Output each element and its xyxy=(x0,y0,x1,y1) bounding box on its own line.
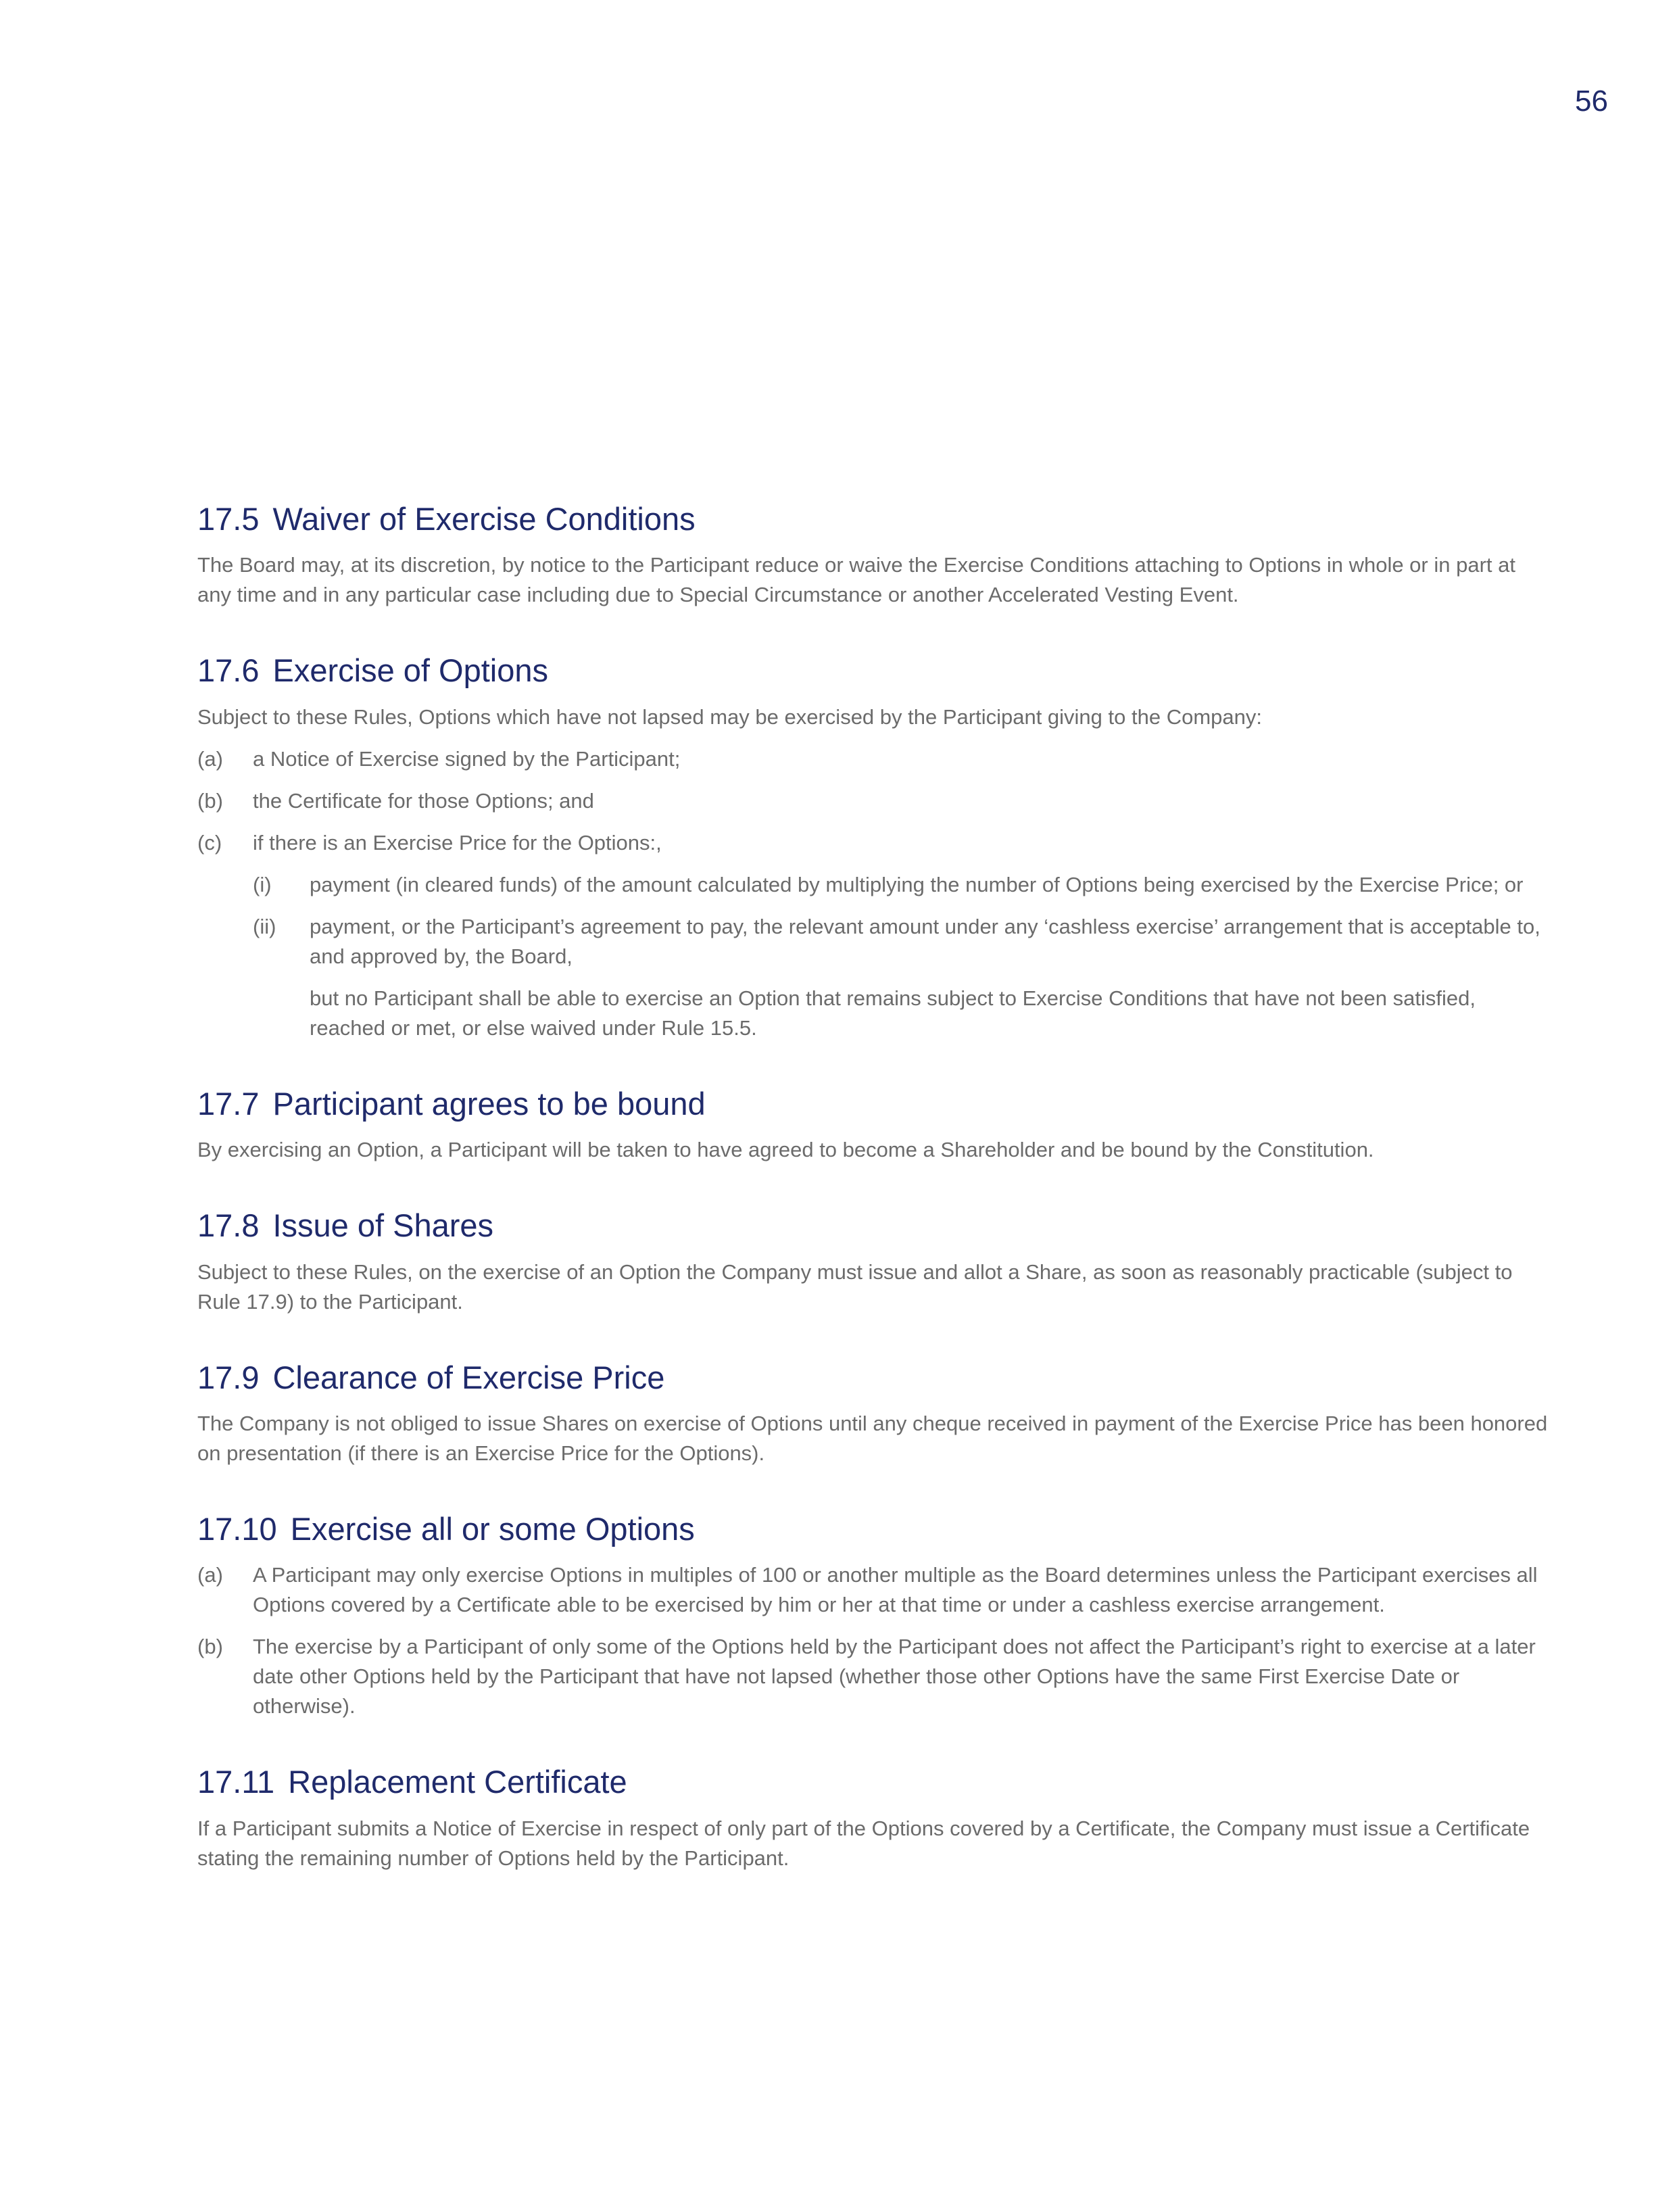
clause-label: (c) xyxy=(197,830,222,855)
section-paragraph: By exercising an Option, a Participant will be taken to have agreed to become a Shareholder and be bound by the Constitution. xyxy=(197,1138,1374,1162)
section-heading xyxy=(197,500,1549,538)
section-paragraph: The Company is not obliged to issue Shares on exercise of Options until any cheque received in payment of the Exercise Price has been honored on presentation (if there is an Exercise Price for the Options). xyxy=(197,1411,1548,1465)
section-heading xyxy=(197,1085,1549,1123)
section-17-5 xyxy=(197,500,1549,610)
clause-text: if there is an Exercise Price for the Options:, xyxy=(253,830,662,855)
section-paragraph: If a Participant submits a Notice of Exercise in respect of only part of the Options covered by a Certificate, the Company must issue a Certificate stating the remaining number of Options held by the Participant. xyxy=(197,1816,1530,1870)
section-number: 17.7 xyxy=(197,1085,260,1122)
section-17-9 xyxy=(197,1359,1549,1468)
subclause-text: payment (in cleared funds) of the amount calculated by multiplying the number of Options being exercised by the Exercise Price; or xyxy=(310,872,1524,896)
section-title: Issue of Shares xyxy=(272,1207,494,1244)
section-17-8 xyxy=(197,1207,1549,1316)
clause-text: The exercise by a Participant of only some of the Options held by the Participant does not affect the Participant’s right to exercise at a later date other Options held by the Participant that have not lapsed (whether those other Options have the same First Exercise Date or otherwise). xyxy=(253,1635,1536,1718)
section-number: 17.8 xyxy=(197,1207,260,1244)
section-paragraph: Subject to these Rules, Options which have not lapsed may be exercised by the Participant giving to the Company: xyxy=(197,704,1262,729)
section-number: 17.6 xyxy=(197,652,260,689)
section-title: Clearance of Exercise Price xyxy=(272,1359,665,1395)
clause-text: a Notice of Exercise signed by the Participant; xyxy=(253,746,681,771)
subclause-item xyxy=(197,870,1549,900)
clause-label: (b) xyxy=(197,788,223,813)
subclause-label: (ii) xyxy=(253,914,276,938)
clause-list xyxy=(197,1560,1549,1721)
section-heading xyxy=(197,1207,1549,1245)
clause-item xyxy=(197,786,1549,816)
section-paragraph: Subject to these Rules, on the exercise of an Option the Company must issue and allot a Share, as soon as reasonably practicable (subject to Rule 17.9) to the Participant. xyxy=(197,1259,1513,1314)
section-17-10 xyxy=(197,1510,1549,1721)
clause-item xyxy=(197,828,1549,858)
section-number: 17.10 xyxy=(197,1510,277,1547)
clause-item xyxy=(197,744,1549,774)
clause-item xyxy=(197,1632,1549,1721)
section-title: Waiver of Exercise Conditions xyxy=(272,501,696,537)
section-number: 17.11 xyxy=(197,1764,275,1800)
section-number: 17.9 xyxy=(197,1359,260,1395)
subclause-item xyxy=(197,912,1549,971)
section-title: Replacement Certificate xyxy=(288,1764,627,1800)
section-title: Participant agrees to be bound xyxy=(272,1085,706,1122)
clause-text: A Participant may only exercise Options in multiples of 100 or another multiple as the Board determines unless the Participant exercises all Options covered by a Certificate able to be exercised by him or her at that time or under a cashless exercise arrangement. xyxy=(253,1563,1538,1617)
subclause-text: payment, or the Participant’s agreement to pay, the relevant amount under any ‘cashless exercise’ arrangement that is acceptable to, and approved by, the Board, xyxy=(310,914,1540,968)
page-number: 56 xyxy=(1575,85,1608,118)
clause-text: the Certificate for those Options; and xyxy=(253,788,594,813)
clause-label: (a) xyxy=(197,746,223,771)
section-number: 17.5 xyxy=(197,501,260,537)
subclause-label: (i) xyxy=(253,872,272,896)
section-paragraph: The Board may, at its discretion, by notice to the Participant reduce or waive the Exercise Conditions attaching to Options in whole or in part at any time and in any particular case including due to Special Circumstance or another Accelerated Vesting Event. xyxy=(197,553,1515,607)
clause-label: (a) xyxy=(197,1563,223,1587)
section-title: Exercise all or some Options xyxy=(290,1510,695,1547)
clause-label: (b) xyxy=(197,1635,223,1659)
section-title: Exercise of Options xyxy=(272,652,548,689)
section-heading xyxy=(197,1763,1549,1801)
section-17-6 xyxy=(197,652,1549,1042)
clause-list xyxy=(197,744,1549,1043)
section-17-11 xyxy=(197,1763,1549,1873)
document-body xyxy=(197,500,1549,1915)
section-heading xyxy=(197,1510,1549,1548)
section-heading xyxy=(197,652,1549,690)
section-17-7 xyxy=(197,1085,1549,1165)
section-heading xyxy=(197,1359,1549,1397)
clause-continuation: but no Participant shall be able to exercise an Option that remains subject to Exercise Conditions that have not been satisfied, reached or met, or else waived under Rule 15.5. xyxy=(310,986,1476,1040)
clause-item xyxy=(197,1560,1549,1620)
